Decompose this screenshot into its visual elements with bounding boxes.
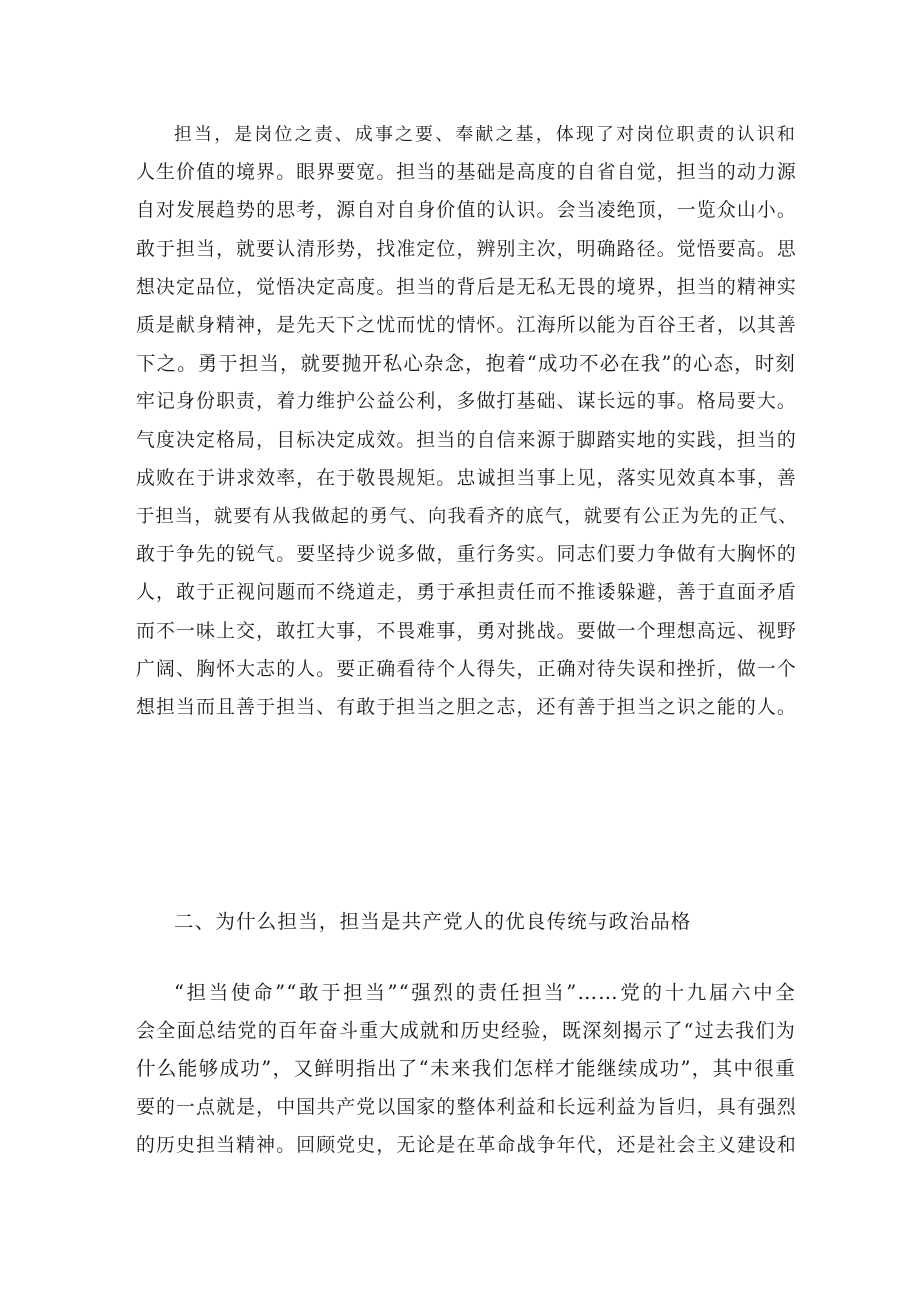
paragraph-line: 成败在于讲求效率，在于敬畏规矩。忠诚担当事上见，落实见效真本事，善 bbox=[136, 467, 797, 489]
section-heading: 二、为什么担当，担当是共产党人的优良传统与政治品格 bbox=[174, 910, 692, 933]
paragraph-line: 什么能够成功”，又鲜明指出了“未来我们怎样才能继续成功”，其中很重 bbox=[136, 1057, 796, 1081]
paragraph-line: 下之。勇于担当，就要抛开私心杂念，抱着“成功不必在我”的心态，时刻 bbox=[136, 352, 796, 376]
paragraph-line: 的历史担当精神。回顾党史，无论是在革命战争年代，还是社会主义建设和 bbox=[136, 1134, 797, 1156]
paragraph-line: 质是献身精神，是先天下之忧而忧的情怀。江海所以能为百谷王者，以其善 bbox=[136, 315, 797, 337]
paragraph-line: 会全面总结党的百年奋斗重大成就和历史经验，既深刻揭示了“过去我们为 bbox=[136, 1019, 796, 1043]
paragraph-line: 人生价值的境界。眼界要宽。担当的基础是高度的自省自觉，担当的动力源 bbox=[136, 162, 797, 184]
paragraph-line: 自对发展趋势的思考，源自对自身价值的认识。会当凌绝顶，一览众山小。 bbox=[136, 200, 797, 222]
paragraph-line: 要的一点就是，中国共产党以国家的整体利益和长远利益为旨归，具有强烈 bbox=[136, 1096, 797, 1118]
paragraph-line: 牢记身份职责，着力维护公益公利，多做打基础、谋长远的事。格局要大。 bbox=[136, 391, 797, 413]
body-paragraph bbox=[136, 116, 796, 727]
paragraph-line: 担当，是岗位之责、成事之要、奉献之基，体现了对岗位职责的认识和 bbox=[174, 124, 796, 145]
paragraph-line: 于担当，就要有从我做起的勇气、向我看齐的底气，就要有公正为先的正气、 bbox=[136, 506, 798, 528]
paragraph-line: 广阔、胸怀大志的人。要正确看待个人得失，正确对待失误和挫折，做一个 bbox=[136, 658, 797, 680]
paragraph-line: “担当使命”“敢于担当”“强烈的责任担当”……党的十九届六中全 bbox=[174, 981, 796, 1004]
paragraph-line: 而不一味上交，敢扛大事，不畏难事，勇对挑战。要做一个理想高远、视野 bbox=[136, 620, 797, 642]
body-paragraph bbox=[136, 974, 796, 1165]
paragraph-line: 气度决定格局，目标决定成效。担当的自信来源于脚踏实地的实践，担当的 bbox=[136, 429, 797, 451]
paragraph-line: 敢于争先的锐气。要坚持少说多做，重行务实。同志们要力争做有大胸怀的 bbox=[136, 544, 797, 566]
paragraph-line: 想决定品位，觉悟决定高度。担当的背后是无私无畏的境界，担当的精神实 bbox=[136, 276, 797, 298]
paragraph-line: 想担当而且善于担当、有敢于担当之胆之志，还有善于担当之识之能的人。 bbox=[136, 697, 797, 719]
paragraph-line: 人，敢于正视问题而不绕道走，勇于承担责任而不推诿躲避，善于直面矛盾 bbox=[136, 582, 797, 604]
paragraph-line: 敢于担当，就要认清形势，找准定位，辨别主次，明确路径。觉悟要高。思 bbox=[136, 238, 797, 260]
